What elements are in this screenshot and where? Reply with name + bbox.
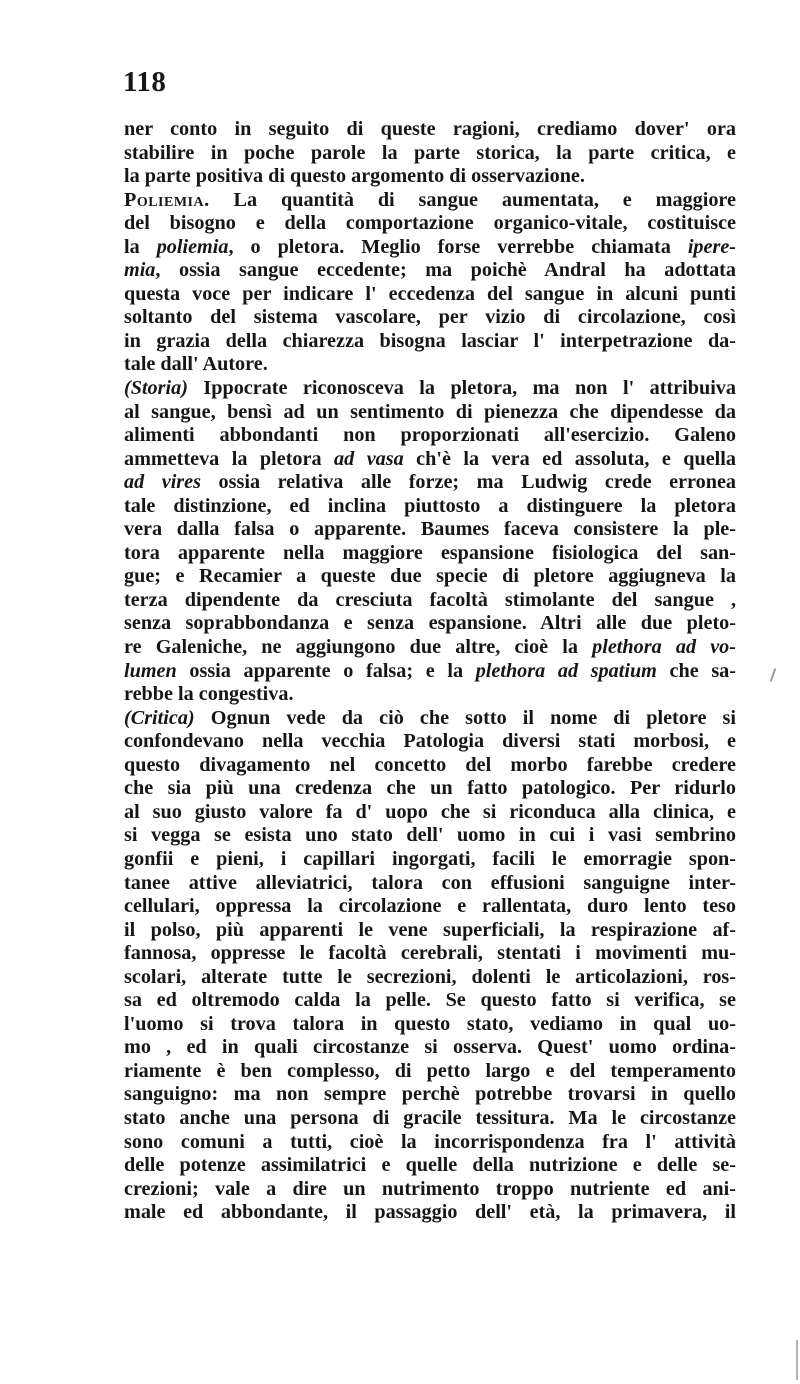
text-span: confondevano nella vecchia Patologia diversi stati morbosi, e — [124, 730, 736, 753]
text-line — [124, 966, 736, 990]
text-span: tanee attive alleviatrici, talora con effusioni sanguigne inter- — [124, 871, 736, 894]
text-line — [124, 1154, 736, 1178]
text-line — [124, 448, 736, 472]
text-line — [124, 801, 736, 825]
text-line — [124, 212, 736, 236]
text-line — [124, 1201, 736, 1225]
text-span: ner conto in seguito di queste ragioni, crediamo dover' ora — [124, 118, 736, 140]
text-line — [124, 236, 736, 260]
text-span: ch'è la vera ed assoluta, e quella — [403, 447, 736, 470]
italic-span: ad vasa — [334, 447, 404, 470]
text-span: al sangue, bensì ad un sentimento di pienezza che dipendesse da — [124, 400, 736, 423]
text-span: questa voce per indicare l' eccedenza del sangue in alcuni punti — [124, 282, 736, 305]
text-line — [124, 495, 736, 519]
text-line — [124, 401, 736, 425]
text-span: la — [124, 235, 157, 258]
text-line — [124, 542, 736, 566]
text-line — [124, 848, 736, 872]
text-line — [124, 683, 736, 707]
text-span: sono comuni a tutti, cioè la incorrispondenza fra l' attività — [124, 1130, 736, 1153]
text-span: scolari, alterate tutte le secrezioni, dolenti le articolazioni, ros- — [124, 965, 736, 988]
text-line — [124, 424, 736, 448]
text-span: mo , ed in quali circostanze si osserva. Quest' uomo ordina- — [124, 1036, 736, 1059]
text-span: , ossia sangue eccedente; ma poichè Andral ha adottata — [155, 259, 736, 282]
text-line — [124, 1013, 736, 1037]
text-line — [124, 306, 736, 330]
text-span: La quantità di sangue aumentata, e maggiore — [209, 188, 736, 211]
italic-span: plethora ad spatium — [475, 659, 657, 682]
text-line — [124, 612, 736, 636]
text-span: sa ed oltremodo calda la pelle. Se questo fatto si verifica, se — [124, 989, 736, 1012]
text-span: l'uomo si trova talora in questo stato, vediamo in qual uo- — [124, 1012, 736, 1035]
text-span: tora apparente nella maggiore espansione fisiologica del san- — [124, 541, 736, 564]
text-line — [124, 777, 736, 801]
text-line — [124, 919, 736, 943]
text-line — [124, 942, 736, 966]
italic-span: (Storia) — [124, 377, 188, 400]
text-line — [124, 660, 736, 684]
italic-span: ad vires — [124, 471, 201, 494]
text-span: alimenti abbondanti non proporzionati all'esercizio. Galeno — [124, 424, 736, 447]
text-span: tale dall' Autore. — [124, 353, 268, 376]
text-span: cellulari, oppressa la circolazione e rallentata, duro lento teso — [124, 895, 736, 918]
text-span: stato anche una persona di gracile tessitura. Ma le circostanze — [124, 1106, 736, 1129]
text-line — [124, 989, 736, 1013]
text-span: al suo giusto valore fa d' uopo che si riconduca alla clinica, e — [124, 800, 736, 823]
text-line — [124, 1107, 736, 1131]
text-line — [124, 353, 736, 377]
text-span: re Galeniche, ne aggiungono due altre, cioè la — [124, 636, 593, 659]
text-span: che sia più una credenza che un fatto patologico. Per ridurlo — [124, 777, 736, 800]
text-span: sanguigno: ma non sempre perchè potrebbe trovarsi in quello — [124, 1083, 736, 1106]
italic-span: lumen — [124, 659, 177, 682]
text-span: senza soprabbondanza e senza espansione. Altri alle due pleto- — [124, 612, 736, 635]
text-line — [124, 1083, 736, 1107]
page-number: 118 — [123, 66, 167, 98]
text-span: il polso, più apparenti le vene superficiali, la respirazione af- — [124, 918, 736, 941]
text-line — [124, 565, 736, 589]
text-span: stabilire in poche parole la parte storica, la parte critica, e — [124, 141, 736, 164]
text-span: Ippocrate riconosceva la pletora, ma non l' attribuiva — [187, 377, 736, 400]
text-line — [124, 471, 736, 495]
text-line — [124, 730, 736, 754]
text-span: soltanto del sistema vascolare, per vizio di circolazione, così — [124, 306, 736, 329]
text-span: ammetteva la pletora — [124, 447, 335, 470]
text-span: ossia apparente o falsa; e la — [176, 659, 476, 682]
text-line — [124, 142, 736, 166]
text-line — [124, 636, 736, 660]
text-line — [124, 1036, 736, 1060]
text-line — [124, 1131, 736, 1155]
text-span: fannosa, oppresse le facoltà cerebrali, stentati i movimenti mu- — [124, 942, 736, 965]
text-span: gue; e Recamier a queste due specie di pletore aggiugneva la — [124, 565, 736, 588]
text-span: terza dipendente da cresciuta facoltà stimolante del sangue , — [124, 588, 736, 611]
text-line — [124, 259, 736, 283]
text-span: crezioni; vale a dire un nutrimento troppo nutriente ed ani- — [124, 1177, 736, 1200]
text-line — [124, 189, 736, 213]
text-span: vera dalla falsa o apparente. Baumes faceva consistere la ple- — [124, 518, 736, 541]
text-span: del bisogno e della comportazione organico-vitale, costituisce — [124, 212, 736, 235]
text-span: in grazia della chiarezza bisogna lasciar l' interpetrazione da- — [124, 329, 736, 352]
text-span: si vegga se esista uno stato dell' uomo in cui i vasi sembrino — [124, 824, 736, 847]
text-line — [124, 518, 736, 542]
text-span: , o pletora. Meglio forse verrebbe chiamata — [228, 235, 688, 258]
italic-span: plethora ad vo- — [592, 636, 736, 659]
page-edge-shadow — [796, 1340, 798, 1380]
text-line — [124, 895, 736, 919]
text-line — [124, 283, 736, 307]
text-line — [124, 754, 736, 778]
text-span: ossia relativa alle forze; ma Ludwig crede erronea — [200, 471, 736, 494]
body-text — [124, 118, 736, 1225]
print-speck — [770, 668, 777, 682]
text-span: delle potenze assimilatrici e quelle della nutrizione e delle se- — [124, 1154, 736, 1177]
text-span: tale distinzione, ed inclina piuttosto a distinguere la pletora — [124, 494, 736, 517]
italic-span: (Critica) — [124, 706, 195, 729]
text-span: Ognun vede da ciò che sotto il nome di pletore si — [194, 706, 736, 729]
italic-span: ipere- — [687, 235, 736, 258]
text-line — [124, 872, 736, 896]
text-line — [124, 118, 736, 142]
text-line — [124, 1178, 736, 1202]
text-line — [124, 330, 736, 354]
text-line — [124, 1060, 736, 1084]
text-line — [124, 589, 736, 613]
italic-span: poliemia — [156, 235, 229, 258]
italic-span: mia — [124, 259, 156, 282]
text-span: questo divagamento nel concetto del morbo farebbe credere — [124, 753, 736, 776]
text-span: che sa- — [656, 659, 736, 682]
text-span: la parte positiva di questo argomento di osservazione. — [124, 165, 585, 188]
text-line — [124, 377, 736, 401]
section-heading: Poliemia. — [124, 188, 210, 211]
text-span: riamente è ben complesso, di petto largo e del temperamento — [124, 1059, 736, 1082]
text-span: male ed abbondante, il passaggio dell' età, la primavera, il — [124, 1201, 736, 1224]
text-line — [124, 824, 736, 848]
text-span: rebbe la congestiva. — [124, 683, 294, 706]
text-line — [124, 707, 736, 731]
text-line — [124, 165, 736, 189]
text-span: gonfii e pieni, i capillari ingorgati, facili le emorragie spon- — [124, 847, 736, 870]
